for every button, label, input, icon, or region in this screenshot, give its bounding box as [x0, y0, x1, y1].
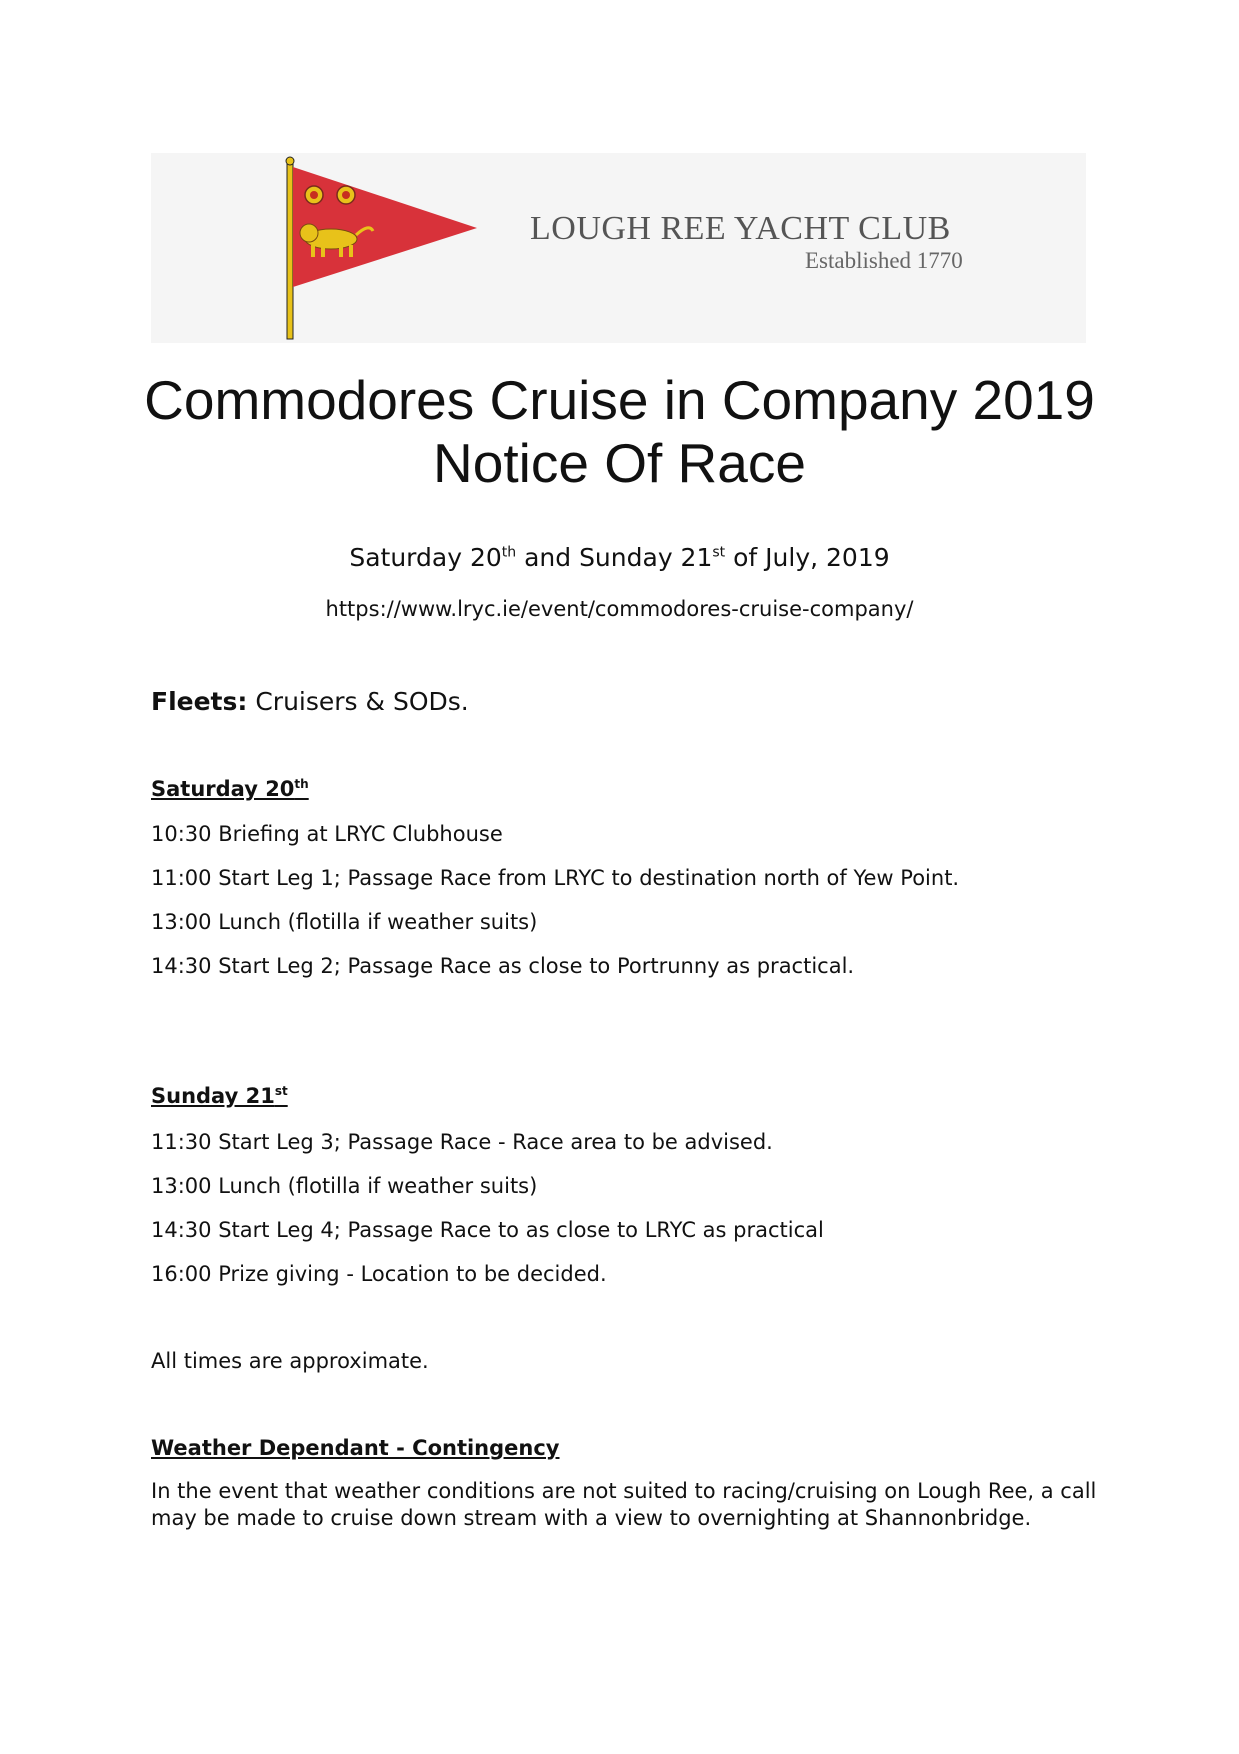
weather-paragraph: In the event that weather conditions are not suited to racing/cruising on Lough Ree, a call may be made to cruise down stream with a view to overnighting at Shannonbridge. [151, 1479, 1097, 1530]
schedule-item: 10:30 Briefing at LRYC Clubhouse [151, 822, 503, 846]
schedule-item: 13:00 Lunch (flotilla if weather suits) [151, 910, 538, 934]
fleets-label: Fleets: [151, 687, 248, 716]
times-note: All times are approximate. [151, 1349, 429, 1373]
flag-pole-finial [286, 157, 294, 165]
schedule-item: 14:30 Start Leg 2; Passage Race as close to Portrunny as practical. [151, 954, 855, 978]
club-banner [151, 153, 1086, 343]
fleets-value: Cruisers & SODs. [247, 687, 469, 716]
sunday-heading: Sunday 21st [151, 1084, 288, 1108]
page-title: Commodores Cruise in Company 2019 [144, 369, 1095, 431]
fleets-line [151, 687, 469, 716]
page-subtitle: Notice Of Race [433, 432, 806, 494]
weather-heading: Weather Dependant - Contingency [151, 1436, 560, 1460]
flag-pole [287, 161, 293, 339]
club-burgee-logo [151, 153, 491, 343]
schedule-item: 14:30 Start Leg 4; Passage Race to as close to LRYC as practical [151, 1218, 824, 1242]
saturday-heading: Saturday 20th [151, 777, 309, 801]
schedule-item: 13:00 Lunch (flotilla if weather suits) [151, 1174, 538, 1198]
club-established: Established 1770 [805, 248, 963, 273]
schedule-item: 11:00 Start Leg 1; Passage Race from LRYC to destination north of Yew Point. [151, 866, 960, 890]
red-pennant [293, 167, 477, 287]
schedule-item: 11:30 Start Leg 3; Passage Race - Race area to be advised. [151, 1130, 773, 1154]
schedule-item: 16:00 Prize giving - Location to be decided. [151, 1262, 607, 1286]
club-name: LOUGH REE YACHT CLUB [530, 210, 951, 247]
event-dates: Saturday 20th and Sunday 21st of July, 2019 [349, 543, 890, 572]
event-url[interactable]: https://www.lryc.ie/event/commodores-cruise-company/ [325, 597, 914, 621]
